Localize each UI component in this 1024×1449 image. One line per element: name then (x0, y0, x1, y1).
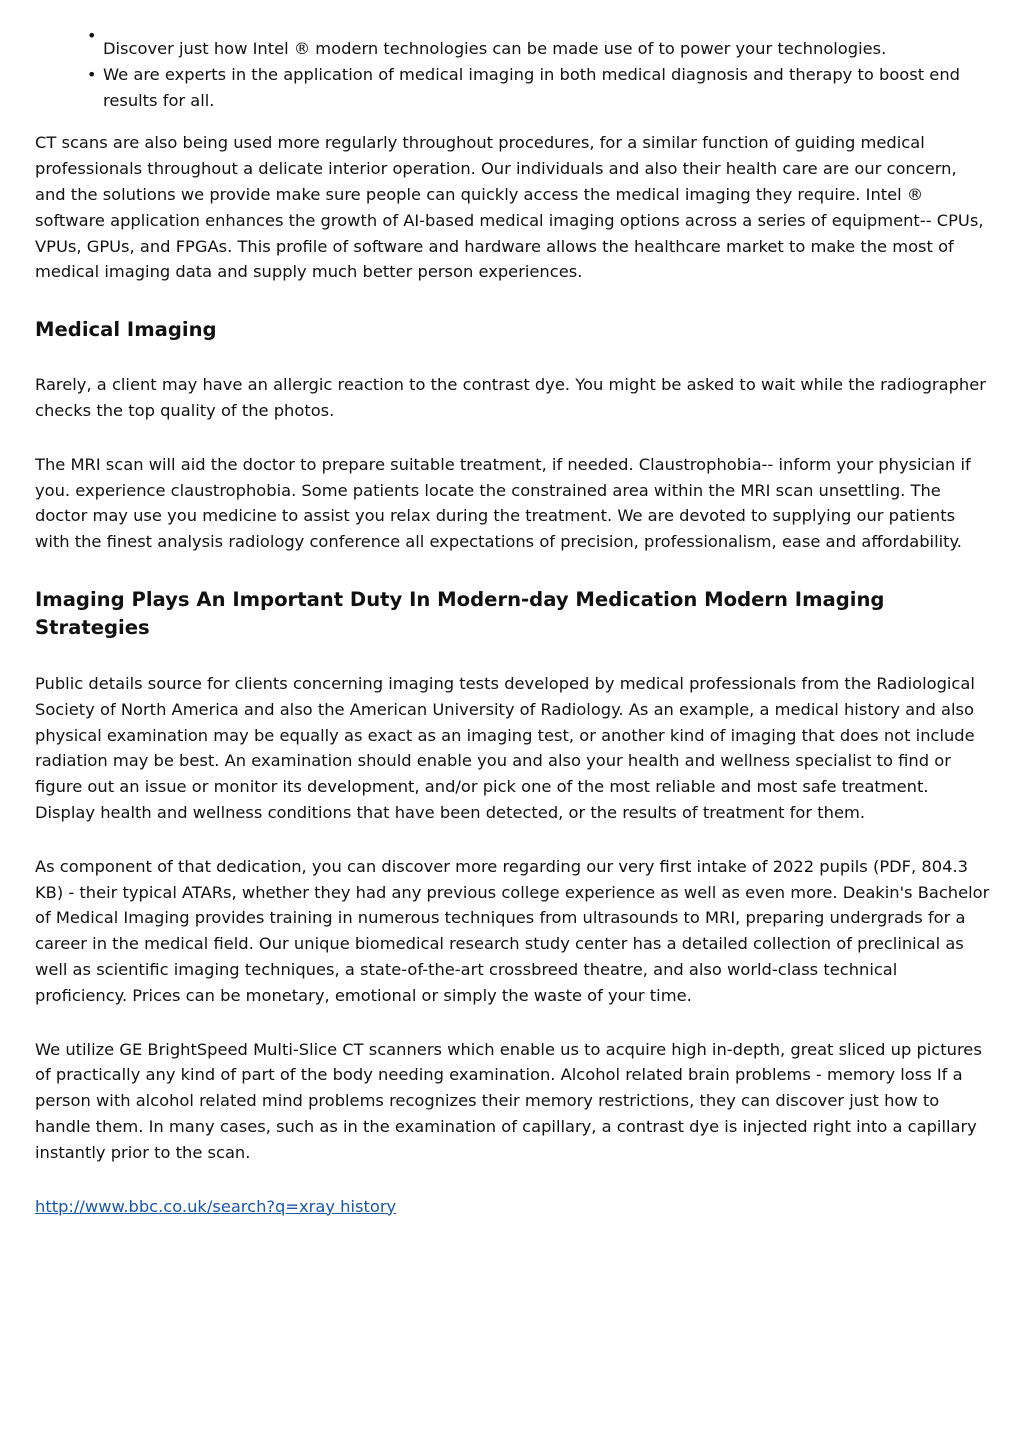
link-paragraph (35, 1194, 990, 1220)
heading-medical-imaging: Medical Imaging (35, 318, 217, 342)
bbc-search-link[interactable]: http://www.bbc.co.uk/search?q=xray history (35, 1196, 397, 1216)
paragraph-dedication: As component of that dedication, you can discover more regarding our very first intake of 2022 pupils (PDF, 804.3 KB) - their typical ATARs, whether they had any previous college experience as well as even more. Deakin's Bachelor of Medical Imaging provides training in numerous techniques from ultrasounds to MRI, preparing undergrads for a career in the medical field. Our unique biomedical research study center has a detailed collection of preclinical as well as scientific imaging techniques, a state-of-the-art crossbreed theatre, and also world-class technical proficiency. Prices can be monetary, emotional or simply the waste of your time. (35, 856, 990, 1005)
bullet-item (87, 26, 990, 62)
bullet-text: Discover just how Intel ® modern technologies can be made use of to power your technologies. (103, 39, 887, 58)
bullet-dot-icon: • (87, 64, 97, 84)
paragraph-public-details: Public details source for clients concerning imaging tests developed by medical professionals from the Radiological Society of North America and also the American University of Radiology. As an example, a medical history and also physical examination may be equally as exact as an imaging test, or another kind of imaging that does not include radiation may be best. An examination should enable you and also your health and wellness specialist to find or figure out an issue or monitor its development, and/or pick one of the most reliable and most safe treatment. Display health and wellness conditions that have been detected, or the results of treatment for them. (35, 673, 975, 822)
bullet-item (87, 62, 990, 114)
bullet-dot-icon: • (87, 26, 97, 45)
feature-bullet-list (35, 26, 990, 113)
paragraph-ct-scans: CT scans are also being used more regularly throughout procedures, for a similar function of guiding medical professionals throughout a delicate interior operation. Our individuals and also their health care are our concern, and the solutions we provide make sure people can quickly access the medical imaging they require. Intel ® software application enhances the growth of AI-based medical imaging options across a series of equipment-- CPUs, VPUs, GPUs, and FPGAs. This profile of software and hardware allows the healthcare market to make the most of medical imaging data and supply much better person experiences. (35, 133, 984, 282)
bullet-text: We are experts in the application of medical imaging in both medical diagnosis and therapy to boost end results for all. (103, 64, 960, 110)
paragraph-allergic-reaction: Rarely, a client may have an allergic reaction to the contrast dye. You might be asked to wait while the radiographer checks the top quality of the photos. (35, 375, 986, 420)
paragraph-mri-scan: The MRI scan will aid the doctor to prepare suitable treatment, if needed. Claustrophobia-- inform your physician if you. experience claustrophobia. Some patients locate the constrained area within the MRI scan unsettling. The doctor may use you medicine to assist you relax during the treatment. We are devoted to supplying our patients with the finest analysis radiology conference all expectations of precision, professionalism, ease and affordability. (35, 454, 971, 552)
heading-imaging-plays: Imaging Plays An Important Duty In Modern-day Medication Modern Imaging Strategies (35, 587, 885, 639)
paragraph-ge-scanners: We utilize GE BrightSpeed Multi-Slice CT scanners which enable us to acquire high in-depth, great sliced up pictures of practically any kind of part of the body needing examination. Alcohol related brain problems - memory loss If a person with alcohol related mind problems recognizes their memory restrictions, they can discover just how to handle them. In many cases, such as in the examination of capillary, a contrast dye is injected right into a capillary instantly prior to the scan. (35, 1039, 982, 1162)
document-page (35, 26, 990, 1219)
